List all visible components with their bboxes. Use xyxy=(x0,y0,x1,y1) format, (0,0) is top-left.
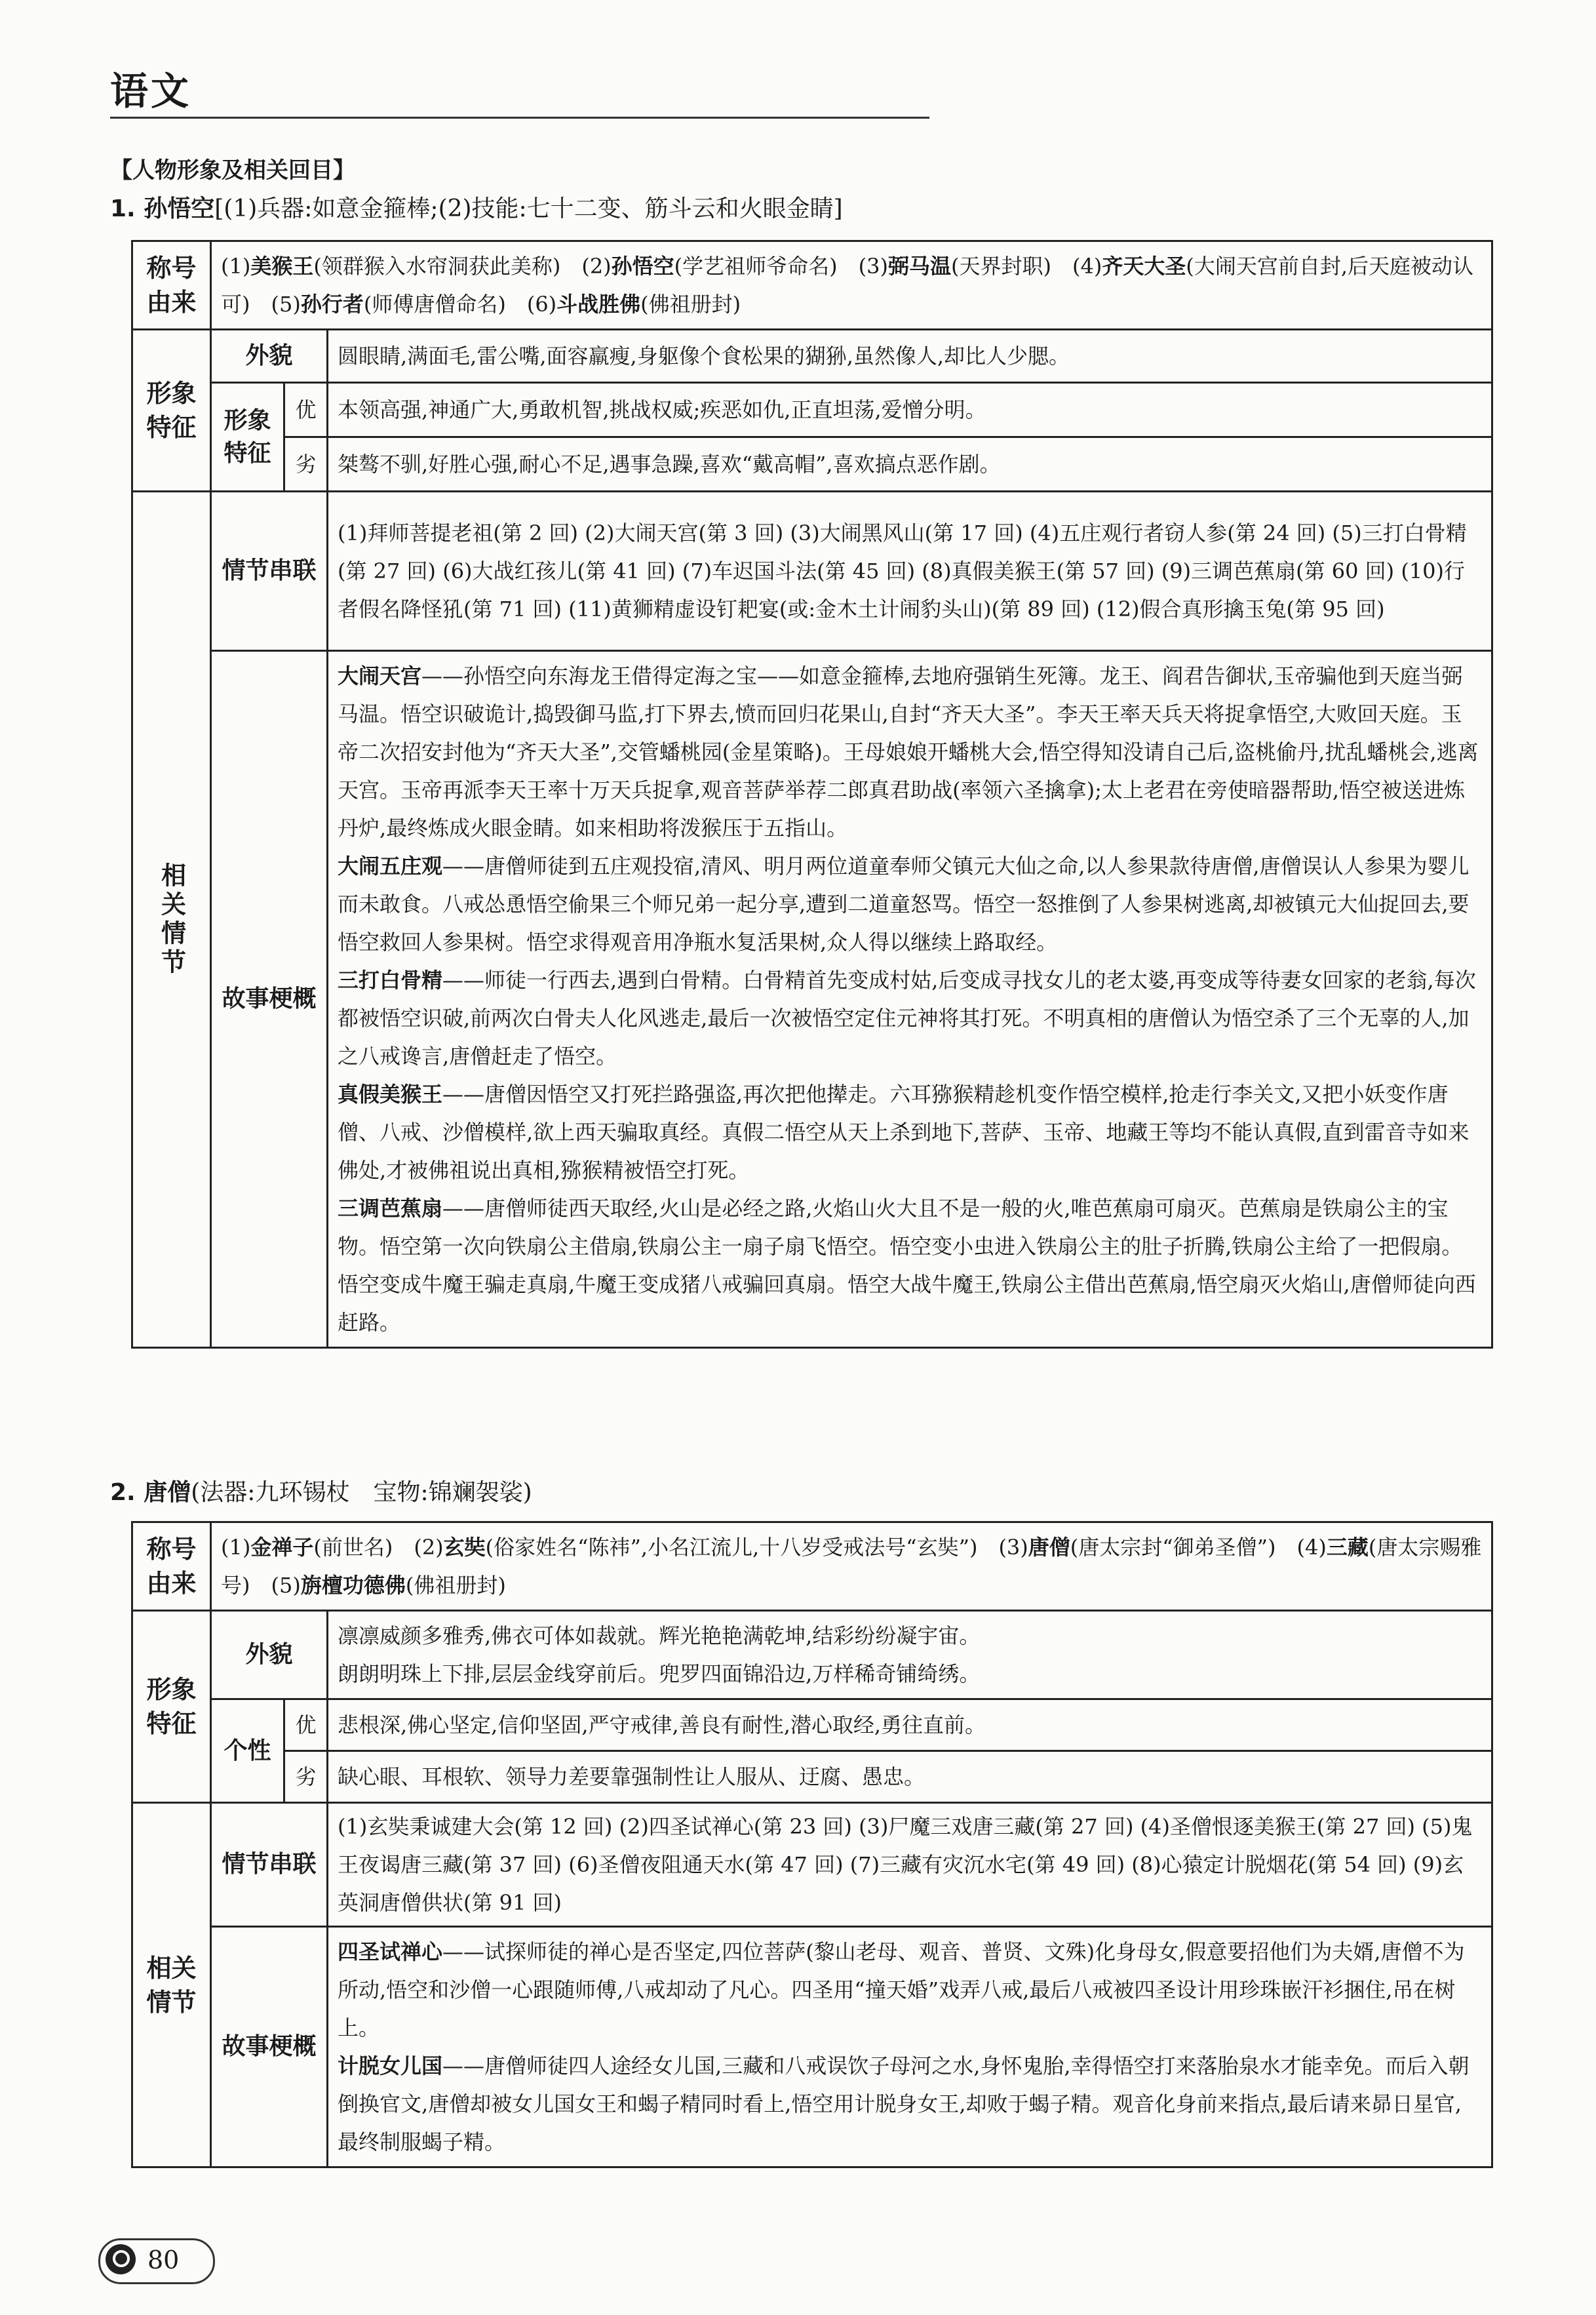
title-origin: (佛祖册封) xyxy=(640,292,762,317)
story-text: ——试探师徒的禅心是否坚定,四位菩萨(黎山老母、观音、普贤、文殊)化身母女,假意要招他们为夫婿,唐僧不为所动,悟空和沙僧一心跟随师傅,八戒却动了凡心。四圣用“撞天婚”戏弄八戒,最后八戒被四圣设计用珍珠嵌汗衫捆住,吊在树上。 xyxy=(338,1939,1465,2040)
tangseng-heading-name: 2. 唐僧 xyxy=(110,1479,191,1506)
title-name: 弼马温 xyxy=(887,254,951,279)
title-index: (2) xyxy=(581,254,612,279)
title-origin: (俗家姓名“陈祎”,小名江流儿,十八岁受戒法号“玄奘”) xyxy=(485,1535,999,1560)
tangseng-appearance: 凛凛威颜多雅秀,佛衣可体如裁就。辉光艳艳满乾坤,结彩纷纷凝宇宙。 朗朗明珠上下排,层层金线穿前后。兜罗四面锦沿边,万样稀奇铺绮绣。 xyxy=(328,1611,1492,1699)
wukong-good: 本领高强,神通广大,勇敢机智,挑战权威;疾恶如仇,正直坦荡,爱憎分明。 xyxy=(328,383,1492,437)
story-title: 计脱女儿国 xyxy=(338,2053,443,2078)
tangseng-bad-label: 劣 xyxy=(284,1751,328,1803)
title-entry xyxy=(527,292,762,317)
tangseng-table xyxy=(131,1521,1493,2168)
tangseng-trait-label: 个性 xyxy=(211,1699,284,1803)
story-title: 大闹五庄观 xyxy=(338,854,443,879)
title-index: (5) xyxy=(271,1573,301,1598)
wukong-titles xyxy=(211,241,1492,330)
title-name: 孙悟空 xyxy=(611,254,674,279)
tangseng-series: (1)玄奘秉诚建大会(第 12 回) (2)四圣试禅心(第 23 回) (3)尸魔三戏唐三藏(第 27 回) (4)圣僧恨逐美猴王(第 27 回) (5)鬼王夜谒唐三藏(第 37 回) (6)圣僧夜阻通天水(第 47 回) (7)三藏有灾沉水宅(第 49 回) (8)心猿定计脱烟花(第 54 回) (9)玄英洞唐僧供状(第 91 回) xyxy=(328,1803,1492,1927)
title-name: 孙行者 xyxy=(300,292,364,317)
title-origin: (天界封职) xyxy=(951,254,1072,279)
tangseng-stories xyxy=(328,1927,1492,2167)
wukong-heading-name: 1. 孙悟空 xyxy=(110,195,215,222)
title-entry xyxy=(271,292,527,317)
header-rule xyxy=(110,117,929,119)
tangseng-title-label: 称号由来 xyxy=(132,1522,211,1611)
tangseng-plots-label: 相关情节 xyxy=(132,1803,211,2167)
wukong-bad-label: 劣 xyxy=(284,437,328,492)
story-title: 大闹天宫 xyxy=(338,663,422,688)
title-name: 斗战胜佛 xyxy=(556,292,641,317)
magnifier-icon xyxy=(106,2244,136,2274)
tangseng-heading-rest: (法器:九环锡杖 宝物:锦斓袈裟) xyxy=(191,1479,532,1506)
story-paragraph xyxy=(338,2047,1482,2161)
title-origin: (佛祖册封) xyxy=(405,1573,527,1598)
title-entry xyxy=(414,1535,998,1560)
title-index: (3) xyxy=(998,1535,1028,1560)
story-title: 真假美猴王 xyxy=(338,1082,443,1107)
story-paragraph xyxy=(338,961,1482,1075)
title-name: 旃檀功德佛 xyxy=(300,1573,406,1598)
page-number: 80 xyxy=(147,2246,180,2274)
wukong-appearance: 圆眼睛,满面毛,雷公嘴,面容羸瘦,身躯像个食松果的猢狲,虽然像人,却比人少腮。 xyxy=(328,330,1492,383)
wukong-series-label: 情节串联 xyxy=(211,492,328,651)
story-title: 四圣试禅心 xyxy=(338,1939,443,1964)
tangseng-titles xyxy=(211,1522,1492,1611)
story-title: 三打白骨精 xyxy=(338,968,443,993)
title-index: (1) xyxy=(221,1535,251,1560)
story-paragraph xyxy=(338,847,1482,961)
title-origin: (大闹天宫前自封,后天庭被动认可) xyxy=(221,254,1473,317)
tangseng-good: 悲根深,佛心坚定,信仰坚固,严守戒律,善良有耐性,潜心取经,勇往直前。 xyxy=(328,1699,1492,1751)
wukong-heading xyxy=(110,190,843,224)
wukong-trait-label: 形象特征 xyxy=(211,383,284,492)
title-origin: (唐太宗赐雅号) xyxy=(221,1535,1482,1598)
story-paragraph xyxy=(338,657,1482,847)
tangseng-bad: 缺心眼、耳根软、领导力差要靠强制性让人服从、迂腐、愚忠。 xyxy=(328,1751,1492,1803)
story-paragraph xyxy=(338,1933,1482,2047)
wukong-image-label: 形象特征 xyxy=(132,330,211,492)
story-text: ——唐僧师徒西天取经,火山是必经之路,火焰山火大且不是一般的火,唯芭蕉扇可扇灭。芭蕉扇是铁扇公主的宝物。悟空第一次向铁扇公主借扇,铁扇公主一扇子扇飞悟空。悟空变小虫进入铁扇公主的肚子折腾,铁扇公主给了一把假扇。悟空变成牛魔王骗走真扇,牛魔王变成猪八戒骗回真扇。悟空大战牛魔王,铁扇公主借出芭蕉扇,悟空扇灭火焰山,唐僧师徒向西赶路。 xyxy=(338,1196,1476,1335)
wukong-title-row xyxy=(132,241,1492,330)
story-text: ——唐僧师徒到五庄观投宿,清风、明月两位道童奉师父镇元大仙之命,以人参果款待唐僧,唐僧误认人参果为婴儿而未敢食。八戒怂恿悟空偷果三个师兄弟一起分享,遭到二道童怒骂。悟空一怒推倒了人参果树逃离,却被镇元大仙捉回去,要悟空救回人参果树。悟空求得观音用净瓶水复活果树,众人得以继续上路取经。 xyxy=(338,854,1469,955)
wukong-appearance-label: 外貌 xyxy=(211,330,328,383)
title-index: (1) xyxy=(221,254,251,279)
tangseng-heading xyxy=(110,1474,532,1507)
tangseng-series-label: 情节串联 xyxy=(211,1803,328,1927)
subject-title: 语文 xyxy=(110,69,192,113)
title-entry xyxy=(271,1573,527,1598)
tangseng-image-label: 形象特征 xyxy=(132,1611,211,1803)
title-origin: (唐太宗封“御弟圣僧”) xyxy=(1070,1535,1297,1560)
title-origin: (前世名) xyxy=(313,1535,414,1560)
title-origin: (学艺祖师爷命名) xyxy=(674,254,859,279)
wukong-good-label: 优 xyxy=(284,383,328,437)
title-origin: (师傅唐僧命名) xyxy=(363,292,527,317)
tangseng-appearance-label: 外貌 xyxy=(211,1611,328,1699)
wukong-plots-label: 相关情节 xyxy=(132,492,211,1348)
title-entry xyxy=(221,1535,414,1560)
title-entry xyxy=(998,1535,1296,1560)
title-name: 齐天大圣 xyxy=(1102,254,1186,279)
title-name: 三藏 xyxy=(1326,1535,1369,1560)
title-name: 美猴王 xyxy=(250,254,314,279)
title-entry xyxy=(221,254,581,279)
title-index: (6) xyxy=(526,292,557,317)
wukong-story-label: 故事梗概 xyxy=(211,651,328,1348)
story-text: ——师徒一行西去,遇到白骨精。白骨精首先变成村姑,后变成寻找女儿的老太婆,再变成等待妻女回家的老翁,每次都被悟空识破,前两次白骨夫人化风逃走,最后一次被悟空定住元神将其打死。不明真相的唐僧认为悟空杀了三个无辜的人,加之八戒谗言,唐僧赶走了悟空。 xyxy=(338,968,1476,1069)
story-paragraph xyxy=(338,1189,1482,1341)
title-index: (4) xyxy=(1072,254,1102,279)
title-index: (3) xyxy=(858,254,888,279)
story-text: ——唐僧因悟空又打死拦路强盗,再次把他撵走。六耳猕猴精趁机变作悟空模样,抢走行李关文,又把小妖变作唐僧、八戒、沙僧模样,欲上西天骗取真经。真假二悟空从天上杀到地下,菩萨、玉帝、地藏王等均不能认真假,直到雷音寺如来佛处,才被佛祖说出真相,猕猴精被悟空打死。 xyxy=(338,1082,1469,1183)
page-number-badge xyxy=(98,2238,215,2284)
story-paragraph xyxy=(338,1075,1482,1189)
wukong-title-label: 称号由来 xyxy=(132,241,211,330)
title-index: (5) xyxy=(271,292,301,317)
section-title: 【人物形象及相关回目】 xyxy=(110,157,355,184)
wukong-stories xyxy=(328,651,1492,1348)
tangseng-good-label: 优 xyxy=(284,1699,328,1751)
wukong-table xyxy=(131,240,1493,1349)
title-entry xyxy=(859,254,1072,279)
story-text: ——孙悟空向东海龙王借得定海之宝——如意金箍棒,去地府强销生死簿。龙王、阎君告御状,玉帝骗他到天庭当弼马温。悟空识破诡计,捣毁御马监,打下界去,愤而回归花果山,自封“齐天大圣”。李天王率天兵天将捉拿悟空,大败回天庭。玉帝二次招安封他为“齐天大圣”,交管蟠桃园(金星策略)。王母娘娘开蟠桃大会,悟空得知没请自己后,盗桃偷丹,扰乱蟠桃会,逃离天宫。玉帝再派李天王率十万天兵捉拿,观音菩萨举荐二郎真君助战(率领六圣擒拿);太上老君在旁使暗器帮助,悟空被送进炼丹炉,最终炼成火眼金睛。如来相助将泼猴压于五指山。 xyxy=(338,663,1479,841)
title-index: (4) xyxy=(1296,1535,1327,1560)
wukong-series: (1)拜师菩提老祖(第 2 回) (2)大闹天宫(第 3 回) (3)大闹黑风山(第 17 回) (4)五庄观行者窃人参(第 24 回) (5)三打白骨精(第 27 回) (6)大战红孩儿(第 41 回) (7)车迟国斗法(第 45 回) (8)真假美猴王(第 57 回) (9)三调芭蕉扇(第 60 回) (10)行者假名降怪犼(第 71 回) (11)黄狮精虚设钉耙宴(或:金木土计闹豹头山)(第 89 回) (12)假合真形擒玉兔(第 95 回) xyxy=(328,492,1492,651)
title-origin: (领群猴入水帘洞获此美称) xyxy=(313,254,582,279)
wukong-bad: 桀骜不驯,好胜心强,耐心不足,遇事急躁,喜欢“戴高帽”,喜欢搞点恶作剧。 xyxy=(328,437,1492,492)
title-name: 玄奘 xyxy=(443,1535,486,1560)
story-text: ——唐僧师徒四人途经女儿国,三藏和八戒误饮子母河之水,身怀鬼胎,幸得悟空打来落胎泉水才能幸免。而后入朝倒换官文,唐僧却被女儿国女王和蝎子精同时看上,悟空用计脱身女王,却败于蝎子精。观音化身前来指点,最后请来昴日星官,最终制服蝎子精。 xyxy=(338,2053,1469,2154)
wukong-heading-rest: [(1)兵器:如意金箍棒;(2)技能:七十二变、筋斗云和火眼金睛] xyxy=(214,195,843,222)
title-name: 金禅子 xyxy=(250,1535,314,1560)
title-entry xyxy=(581,254,858,279)
story-title: 三调芭蕉扇 xyxy=(338,1196,443,1221)
tangseng-story-label: 故事梗概 xyxy=(211,1927,328,2167)
title-name: 唐僧 xyxy=(1028,1535,1070,1560)
title-index: (2) xyxy=(414,1535,444,1560)
